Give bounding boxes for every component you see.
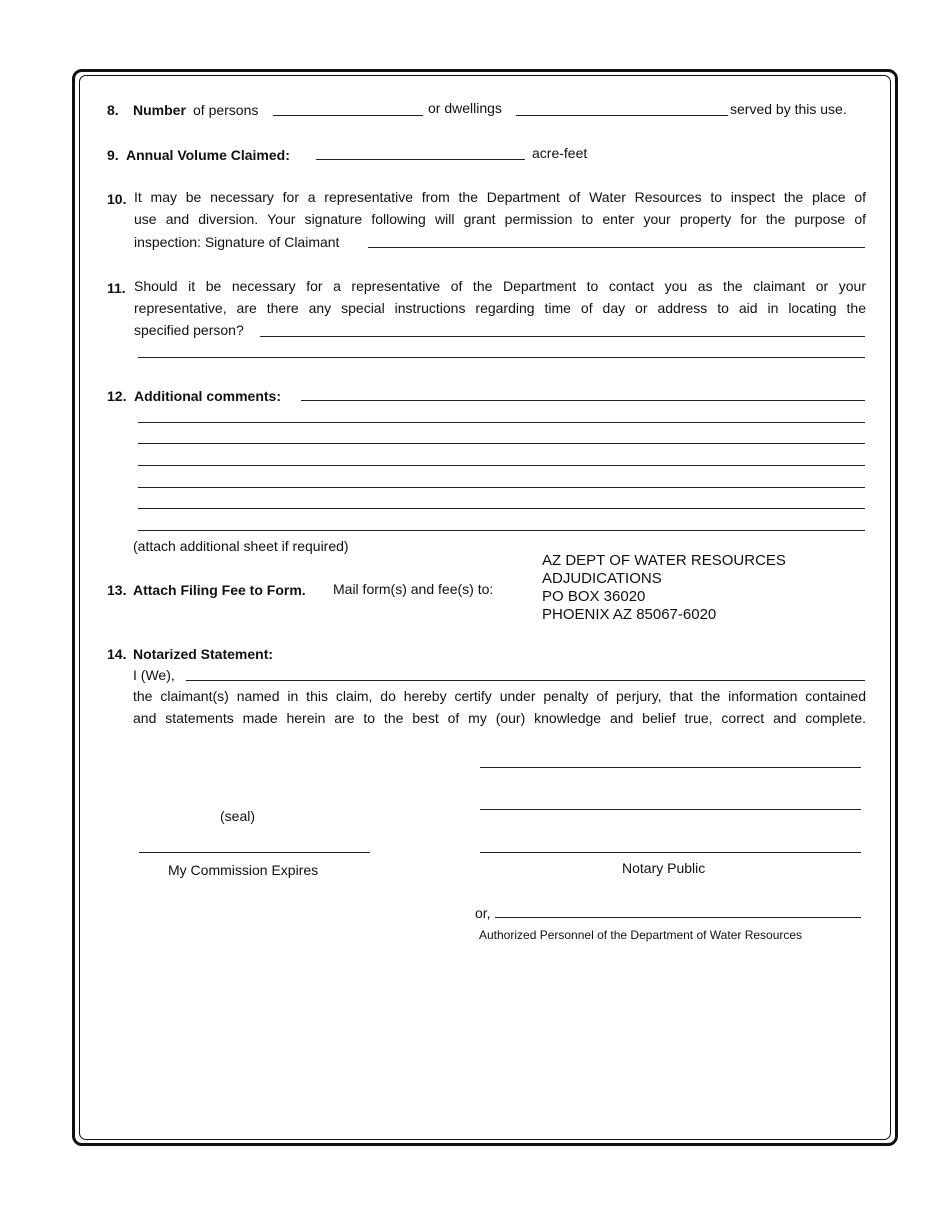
item-14-number: 14.: [107, 646, 127, 662]
item-10-line-3: inspection: Signature of Claimant: [134, 234, 340, 250]
claimant-names-field[interactable]: [186, 680, 865, 681]
item-14-label: Notarized Statement:: [133, 646, 274, 662]
dwellings-field[interactable]: [516, 115, 728, 116]
commission-expires-field[interactable]: [139, 852, 370, 853]
item-12-number: 12.: [107, 388, 127, 404]
comments-field-6[interactable]: [138, 508, 865, 509]
item-12-note: (attach additional sheet if required): [133, 538, 349, 554]
special-instructions-field-2[interactable]: [138, 357, 865, 358]
notary-public-label: Notary Public: [622, 860, 706, 876]
item-14-line-2: and statements made herein are to the best of my (our) knowledge and belief true, correct and complete.: [133, 710, 866, 726]
item-11-line-2: representative, are there any special instructions regarding time of day or address to aid in locating the: [134, 300, 866, 316]
address-line: PO BOX 36020: [542, 588, 646, 605]
or-label: or,: [475, 905, 491, 921]
item-8-label-d: served by this use.: [730, 101, 847, 117]
address-line: ADJUDICATIONS: [542, 570, 662, 587]
comments-field-7[interactable]: [138, 530, 865, 531]
annual-volume-field[interactable]: [316, 159, 525, 160]
item-11-line-3: specified person?: [134, 322, 244, 338]
item-14-line-1: the claimant(s) named in this claim, do hereby certify under penalty of perjury, that the information contained: [133, 688, 866, 704]
notary-signature-field-1[interactable]: [480, 767, 861, 768]
item-9-number: 9.: [107, 147, 119, 163]
notary-signature-field-2[interactable]: [480, 809, 861, 810]
comments-field-3[interactable]: [138, 443, 865, 444]
authorized-personnel-field[interactable]: [495, 917, 861, 918]
notary-public-field[interactable]: [480, 852, 861, 853]
mailing-address: [542, 552, 786, 624]
item-14-we: I (We),: [133, 667, 175, 683]
address-line: AZ DEPT OF WATER RESOURCES: [542, 552, 786, 569]
comments-field-1[interactable]: [301, 400, 865, 401]
commission-expires-label: My Commission Expires: [168, 862, 319, 878]
item-13-number: 13.: [107, 582, 127, 598]
item-9-unit: acre-feet: [532, 145, 588, 161]
item-13-label-bold: Attach Filing Fee to Form.: [133, 582, 306, 598]
claimant-signature-field[interactable]: [368, 247, 865, 248]
address-line: PHOENIX AZ 85067-6020: [542, 606, 717, 623]
item-8-label-a: Number: [133, 102, 186, 118]
authorized-personnel-label: Authorized Personnel of the Department of Water Resources: [479, 928, 803, 942]
item-9-label: Annual Volume Claimed:: [126, 147, 290, 163]
item-11-line-1: Should it be necessary for a representative of the Department to contact you as the claimant or your: [134, 278, 866, 294]
comments-field-2[interactable]: [138, 422, 865, 423]
item-8-number: 8.: [107, 102, 119, 118]
item-10-line-2: use and diversion. Your signature following will grant permission to enter your property for the purpose of: [134, 211, 866, 227]
persons-field[interactable]: [273, 115, 423, 116]
item-13-label-rest: Mail form(s) and fee(s) to:: [333, 581, 494, 597]
seal-label: (seal): [220, 808, 256, 824]
item-8-label-c: or dwellings: [428, 100, 502, 116]
item-11-number: 11.: [107, 280, 126, 296]
special-instructions-field-1[interactable]: [260, 336, 865, 337]
comments-field-5[interactable]: [138, 487, 865, 488]
item-10-number: 10.: [107, 191, 127, 207]
item-10-line-1: It may be necessary for a representative from the Department of Water Resources to inspect the place of: [134, 189, 866, 205]
comments-field-4[interactable]: [138, 465, 865, 466]
item-12-label: Additional comments:: [134, 388, 282, 404]
item-8-label-b: of persons: [193, 102, 259, 118]
